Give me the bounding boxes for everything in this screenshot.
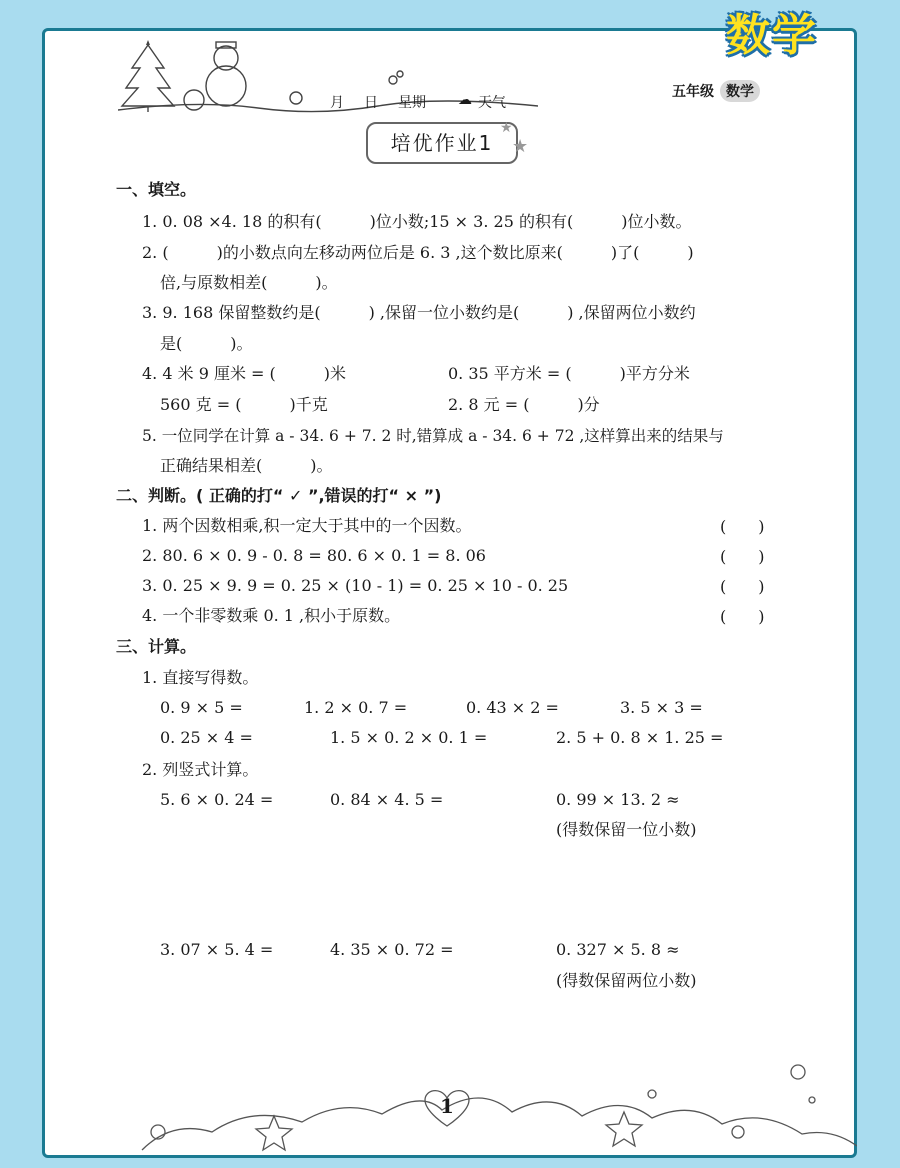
header-decoration-icon [118, 40, 538, 115]
answer-paren[interactable]: ( ) [720, 577, 765, 596]
grade-subject-pill: 数学 [720, 80, 760, 102]
calc-item: 3. 07 × 5. 4 = [160, 940, 274, 959]
answer-paren[interactable]: ( ) [720, 517, 765, 536]
judge-item: 3. 0. 25 × 9. 9 = 0. 25 × (10 - 1) = 0. 25 × 10 - 0. 25 [142, 576, 569, 595]
subheading: 2. 列竖式计算。 [142, 760, 259, 779]
cloud-icon: ☁ [458, 92, 472, 108]
question-text: 0. 35 平方米 = ( )平方分米 [448, 364, 690, 383]
calc-note: (得数保留两位小数) [556, 971, 697, 990]
calc-note: (得数保留一位小数) [556, 820, 697, 839]
calc-item: 1. 2 × 0. 7 = [304, 698, 408, 717]
question-text: 2. ( )的小数点向左移动两位后是 6. 3 ,这个数比原来( )了( ) [142, 243, 694, 262]
judge-item: 2. 80. 6 × 0. 9 - 0. 8 = 80. 6 × 0. 1 = 8. 06 [142, 546, 486, 565]
answer-paren[interactable]: ( ) [720, 607, 765, 626]
star-icon: ★ [512, 136, 529, 157]
judge-item: 1. 两个因数相乘,积一定大于其中的一个因数。 [142, 516, 472, 535]
section-heading: 三、计算。 [116, 637, 197, 656]
section-heading: 二、判断。( 正确的打“ ✓ ”,错误的打“ × ”) [116, 486, 442, 505]
calc-item: 0. 84 × 4. 5 = [330, 790, 444, 809]
day-label: 日 [364, 95, 378, 111]
calc-item: 0. 9 × 5 = [160, 698, 243, 717]
grade-text: 五年级 [672, 84, 714, 100]
question-text: 3. 9. 168 保留整数约是( ) ,保留一位小数约是( ) ,保留两位小数约 [142, 303, 696, 322]
question-text: 4. 4 米 9 厘米 = ( )米 [142, 364, 347, 383]
calc-item: 2. 5 + 0. 8 × 1. 25 = [556, 728, 724, 747]
weekday-label: 星期 [398, 95, 426, 111]
calc-item: 0. 25 × 4 = [160, 728, 253, 747]
calc-item: 0. 327 × 5. 8 ≈ [556, 940, 680, 959]
judge-item: 4. 一个非零数乘 0. 1 ,积小于原数。 [142, 606, 401, 625]
page-title: 培优作业1 [366, 122, 518, 164]
grade-label [672, 80, 760, 102]
question-text: 560 克 = ( )千克 [160, 395, 328, 414]
question-text: 倍,与原数相差( )。 [160, 273, 338, 292]
calc-item: 4. 35 × 0. 72 = [330, 940, 454, 959]
star-icon: ★ [500, 120, 513, 136]
section-heading: 一、填空。 [116, 180, 197, 199]
calc-item: 5. 6 × 0. 24 = [160, 790, 274, 809]
calc-item: 0. 43 × 2 = [466, 698, 559, 717]
answer-paren[interactable]: ( ) [720, 547, 765, 566]
question-text: 1. 0. 08 ×4. 18 的积有( )位小数;15 × 3. 25 的积有( )位小数。 [142, 212, 692, 231]
calc-item: 3. 5 × 3 = [620, 698, 703, 717]
calc-item: 1. 5 × 0. 2 × 0. 1 = [330, 728, 488, 747]
month-label: 月 [330, 95, 344, 111]
calc-item: 0. 99 × 13. 2 ≈ [556, 790, 680, 809]
subheading: 1. 直接写得数。 [142, 668, 259, 687]
weather-label: 天气 [478, 95, 506, 111]
question-text: 正确结果相差( )。 [160, 456, 333, 475]
question-text: 5. 一位同学在计算 a - 34. 6 + 7. 2 时,错算成 a - 34. 6 + 72 ,这样算出来的结果与 [142, 427, 724, 445]
question-text: 是( )。 [160, 334, 253, 353]
page-number: 1 [440, 1094, 454, 1118]
question-text: 2. 8 元 = ( )分 [448, 395, 600, 414]
subject-badge: 数学 [726, 10, 818, 61]
